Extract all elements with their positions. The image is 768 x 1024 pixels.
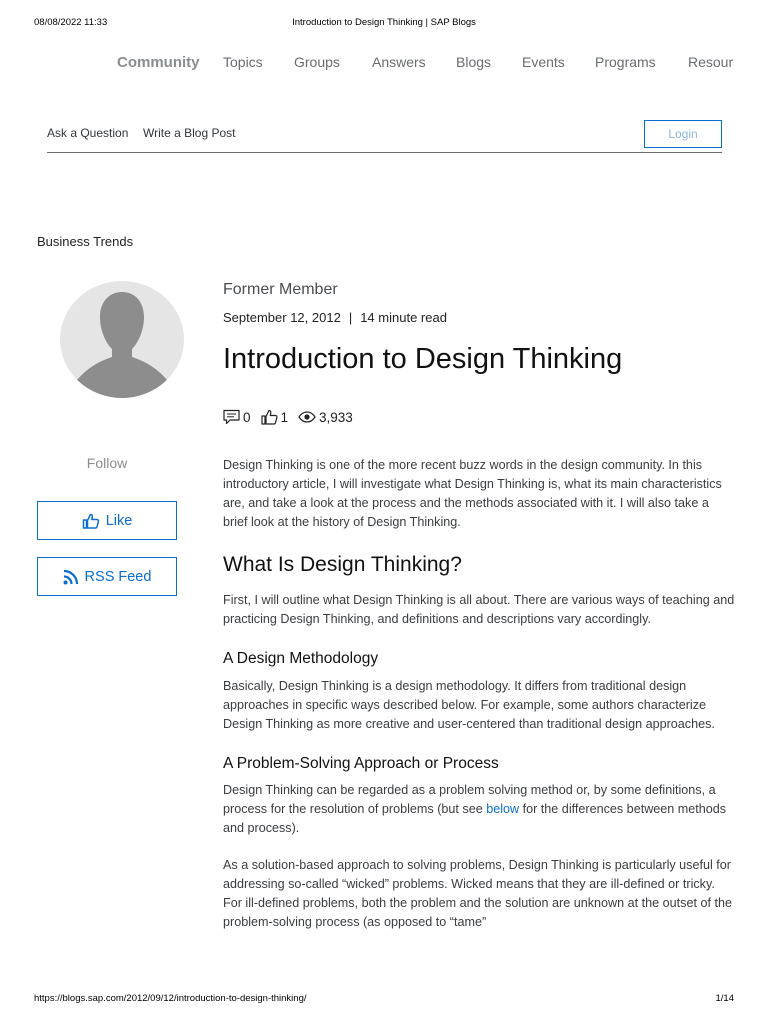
nav-item-blogs[interactable]: Blogs xyxy=(456,54,492,70)
views-stat xyxy=(298,410,353,425)
nav-item-resources[interactable]: Resour xyxy=(688,54,734,70)
post-stats xyxy=(223,407,363,427)
post-date: September 12, 2012 xyxy=(223,310,341,325)
print-url: https://blogs.sap.com/2012/09/12/introduction-to-design-thinking/ xyxy=(34,993,307,1004)
print-page-title: Introduction to Design Thinking | SAP Blogs xyxy=(292,17,476,28)
heading-problem-solving: A Problem-Solving Approach or Process xyxy=(223,755,499,772)
post-title: Introduction to Design Thinking xyxy=(223,343,623,375)
comments-stat[interactable] xyxy=(223,409,251,425)
eye-icon xyxy=(298,411,316,423)
views-count: 3,933 xyxy=(319,409,353,425)
like-label: Like xyxy=(105,512,133,529)
nav-item-events[interactable]: Events xyxy=(522,54,565,70)
heading-what-is-design-thinking: What Is Design Thinking? xyxy=(223,553,462,576)
read-time: 14 minute read xyxy=(360,310,447,325)
write-blog-post-link[interactable]: Write a Blog Post xyxy=(143,126,236,140)
rss-icon xyxy=(63,569,79,585)
nav-item-programs[interactable]: Programs xyxy=(595,54,656,70)
top-nav xyxy=(0,54,768,74)
article-body xyxy=(223,456,735,932)
author-name[interactable]: Former Member xyxy=(223,281,338,298)
category-link[interactable]: Business Trends xyxy=(37,234,134,249)
solution-paragraph: As a solution-based approach to solving problems, Design Thinking is particularly useful for addressing so-called “wicked” problems. Wicked means that they are ill-defined or tricky. For ill-defined problems, both the problem and the solution are unknown at the outset of the problem-solving process (as opposed to “tame” xyxy=(223,858,732,929)
rss-feed-button[interactable] xyxy=(37,557,177,596)
print-datetime: 08/08/2022 11:33 xyxy=(34,17,108,28)
post-meta xyxy=(223,310,447,325)
person-silhouette-icon xyxy=(60,281,184,398)
problem-text-before: Design Thinking can be regarded as a problem solving method or, by some definitions, a process for the resolution of problems (but see xyxy=(223,783,716,816)
sub-nav xyxy=(47,120,722,153)
problem-paragraph xyxy=(223,781,735,838)
ask-question-link[interactable]: Ask a Question xyxy=(47,126,129,140)
nav-item-topics[interactable]: Topics xyxy=(223,54,263,70)
meta-separator: | xyxy=(348,310,353,325)
below-link[interactable]: below xyxy=(486,802,520,816)
thumbs-up-icon xyxy=(82,513,100,529)
rss-label: RSS Feed xyxy=(84,568,152,585)
nav-item-groups[interactable]: Groups xyxy=(294,54,340,70)
page-number: 1/14 xyxy=(715,993,734,1004)
likes-count: 1 xyxy=(280,409,289,425)
thumbs-up-icon xyxy=(261,409,278,425)
like-button[interactable] xyxy=(37,501,177,540)
likes-stat[interactable] xyxy=(261,409,289,425)
problem-text-after: for the differences between methods and process). xyxy=(223,802,727,835)
print-header xyxy=(0,17,768,31)
nav-brand-community[interactable]: Community xyxy=(117,54,200,71)
comment-icon xyxy=(223,409,240,425)
login-button[interactable]: Login xyxy=(644,120,722,148)
what-paragraph: First, I will outline what Design Thinking is all about. There are various ways of teaching and practicing Design Thinking, and definitions and descriptions vary accordingly. xyxy=(223,593,735,626)
nav-item-answers[interactable]: Answers xyxy=(372,54,426,70)
methodology-paragraph: Basically, Design Thinking is a design methodology. It differs from traditional design approaches in specific ways described below. For example, some authors characterize Design Thinking as more creative and user-centered than traditional design approaches. xyxy=(223,679,715,731)
intro-paragraph: Design Thinking is one of the more recent buzz words in the design community. In this introductory article, I will investigate what Design Thinking is, what its main characteristics are, and take a look at the process and the methods associated with it. I will also take a brief look at the history of Design Thinking. xyxy=(223,458,722,529)
author-avatar[interactable] xyxy=(60,281,184,398)
comments-count: 0 xyxy=(243,409,251,425)
heading-design-methodology: A Design Methodology xyxy=(223,650,379,667)
follow-button[interactable]: Follow xyxy=(86,455,128,471)
